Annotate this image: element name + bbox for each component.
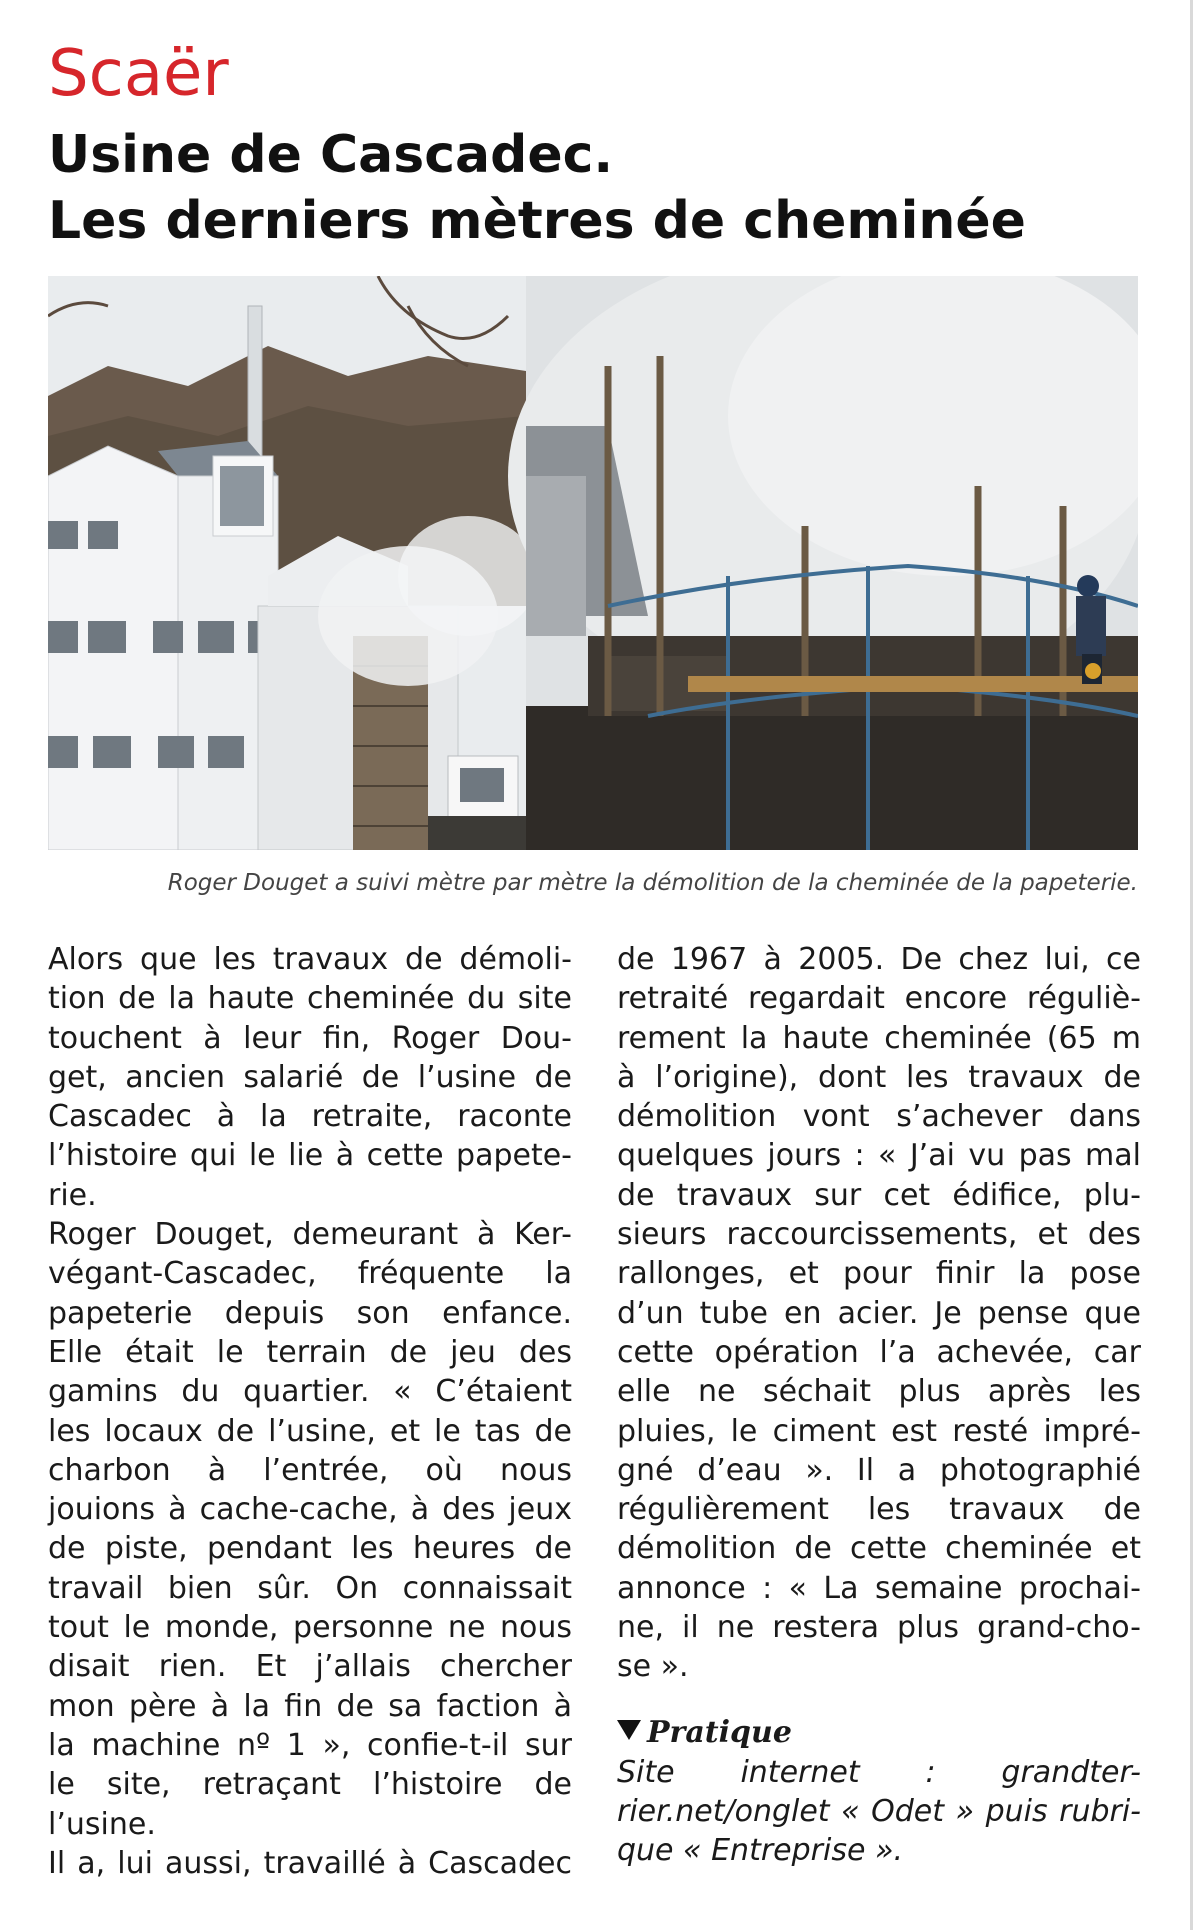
text-line: jouions à cache-cache, à des jeux: [48, 1492, 572, 1528]
text-line: Roger Douget, demeurant à Ker-: [48, 1217, 572, 1253]
section-kicker: Scaër: [48, 37, 229, 111]
text-line: tion de la haute cheminée du site: [48, 981, 572, 1017]
text-line: le site, retraçant l’histoire de: [48, 1767, 572, 1803]
triangle-down-icon: [617, 1720, 641, 1740]
text-line: Cascadec à la retraite, raconte: [48, 1099, 572, 1135]
text-line: get, ancien salarié de l’usine de: [48, 1059, 572, 1095]
photo-caption: Roger Douget a suivi mètre par mètre la démolition de la cheminée de la papeterie.: [167, 870, 1138, 896]
text-line: Alors que les travaux de démoli-: [48, 942, 572, 977]
factory-photo: [48, 276, 538, 850]
text-line: disait rien. Et j’allais chercher: [48, 1649, 572, 1685]
text-line: elle ne séchait plus après les: [617, 1374, 1141, 1410]
text-line: l’histoire qui le lie à cette papete-: [48, 1138, 572, 1174]
text-line: mon père à la fin de sa faction à: [48, 1688, 572, 1724]
text-line: rallonges, et pour finir la pose: [617, 1256, 1141, 1292]
chimney-top-photo: [508, 276, 1138, 850]
text-line: de 1967 à 2005. De chez lui, ce: [617, 942, 1141, 977]
text-line: Elle était le terrain de jeu des: [48, 1334, 572, 1370]
article-column-left: [48, 940, 572, 1883]
pratique-line: rier.net/onglet « Odet » puis rubri-: [617, 1793, 1141, 1829]
text-line: régulièrement les travaux de: [617, 1492, 1141, 1528]
text-line: sieurs raccourcissements, et des: [617, 1217, 1141, 1253]
text-line: à l’origine), dont les travaux de: [617, 1059, 1141, 1095]
text-line: annonce : « La semaine prochai-: [617, 1570, 1141, 1606]
text-line: retraité regardait encore réguliè-: [617, 981, 1141, 1017]
text-line: tout le monde, personne ne nous: [48, 1610, 572, 1646]
text-line: démolition de cette cheminée et: [617, 1531, 1141, 1567]
article-photo: [48, 276, 1138, 850]
text-line: de travaux sur cet édifice, plu-: [617, 1177, 1141, 1213]
text-line: pluies, le ciment est resté impré-: [617, 1413, 1141, 1449]
text-line: végant-Cascadec, fréquente la: [48, 1256, 572, 1292]
text-line: rement la haute cheminée (65 m: [617, 1020, 1141, 1056]
article-column-right: [617, 940, 1141, 1871]
pratique-line: que « Entreprise ».: [617, 1833, 904, 1869]
text-line: d’un tube en acier. Je pense que: [617, 1295, 1141, 1331]
page-edge-rule: [1190, 0, 1193, 1930]
text-line: touchent à leur fin, Roger Dou-: [48, 1020, 572, 1056]
text-line: Il a, lui aussi, travaillé à Cascadec: [48, 1845, 572, 1881]
text-line: de piste, pendant les heures de: [48, 1531, 572, 1567]
text-line: gné d’eau ». Il a photographié: [617, 1452, 1141, 1488]
pratique-line: Site internet : grandter-: [617, 1754, 1141, 1790]
text-line: gamins du quartier. « C’étaient: [48, 1374, 572, 1410]
text-line: travail bien sûr. On connaissait: [48, 1570, 572, 1606]
article-headline: [48, 122, 1128, 254]
text-line: rie.: [48, 1177, 97, 1213]
text-line: démolition vont s’achever dans: [617, 1099, 1141, 1135]
pratique-box: [617, 1713, 1141, 1871]
headline-line-2: Les derniers mètres de cheminée: [48, 191, 1026, 251]
text-line: la machine nº 1 », confie-t-il sur: [48, 1727, 572, 1763]
text-line: papeterie depuis son enfance.: [48, 1295, 572, 1331]
text-line: l’usine.: [48, 1806, 156, 1842]
text-line: quelques jours : « J’ai vu pas mal: [617, 1138, 1141, 1174]
text-line: charbon à l’entrée, où nous: [48, 1452, 572, 1488]
pratique-heading-text: Pratique: [647, 1714, 792, 1750]
text-line: cette opération l’a achevée, car: [617, 1334, 1141, 1370]
text-line: les locaux de l’usine, et le tas de: [48, 1413, 572, 1449]
text-line: ne, il ne restera plus grand-cho-: [617, 1610, 1141, 1646]
text-line: se ».: [617, 1649, 689, 1685]
headline-line-1: Usine de Cascadec.: [48, 125, 614, 185]
pratique-heading: [617, 1713, 1141, 1753]
